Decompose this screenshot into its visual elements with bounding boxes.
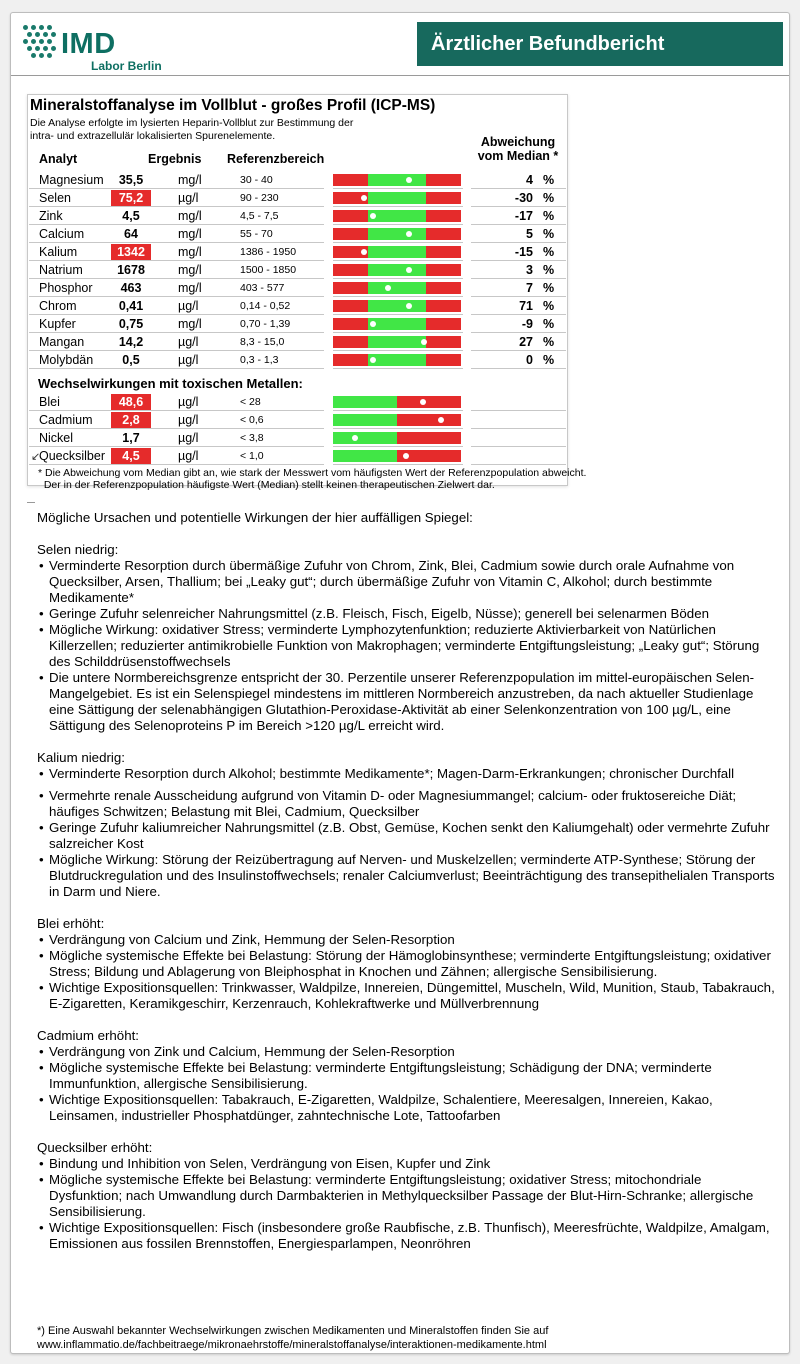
median-footnote: [38, 467, 586, 491]
minerals-row: [29, 315, 566, 333]
discussion-block-title: Quecksilber erhöht:: [37, 1140, 153, 1155]
range-bar-segment: [368, 282, 427, 294]
minerals-row: [29, 171, 566, 189]
result-unit: mg/l: [178, 245, 202, 259]
toxic-row: [29, 411, 566, 429]
range-bar-segment: [333, 174, 368, 186]
range-bar-segment: [426, 354, 461, 366]
reference-range: 1386 - 1950: [240, 246, 297, 258]
range-bar-segment: [368, 210, 427, 222]
analyte-name: Natrium: [39, 263, 83, 277]
range-bar-segment: [368, 354, 427, 366]
result-unit: µg/l: [178, 431, 199, 445]
range-bar: [333, 174, 461, 186]
median-deviation: 71: [519, 299, 533, 313]
result-value: 35,5: [118, 173, 144, 187]
result-unit: µg/l: [178, 449, 199, 463]
result-unit: µg/l: [178, 395, 199, 409]
result-unit: mg/l: [178, 281, 202, 295]
analyte-name: Kupfer: [39, 317, 76, 331]
col-header-analyt: Analyt: [39, 152, 78, 166]
toxic-metals-heading: Wechselwirkungen mit toxischen Metallen:: [38, 376, 303, 391]
result-unit: mg/l: [178, 173, 202, 187]
minerals-row: [29, 351, 566, 369]
reference-range: < 3,8: [240, 432, 264, 444]
range-bar-segment: [333, 432, 397, 444]
discussion-bullet: • Mögliche systemische Effekte bei Belastung: verminderte Entgiftungsleistung; Schädigung der DNA; verminderte Immunfunktion, allergische Sensibilisierung.: [37, 1060, 777, 1092]
range-bar-segment: [368, 336, 427, 348]
percent-sign: %: [543, 209, 555, 223]
range-bar-segment: [333, 396, 397, 408]
median-footnote-line-2: Der in der Referenzpopulation häufigste Wert (Median) stellt keinen therapeutischen Zielwert dar.: [38, 479, 495, 491]
median-deviation: -15: [514, 245, 533, 259]
range-bar: [333, 264, 461, 276]
result-value: 1342: [111, 244, 151, 260]
range-bar: [333, 282, 461, 294]
result-value: 75,2: [111, 190, 151, 206]
analyte-name: Kalium: [39, 245, 78, 259]
medication-note-line-1: *) Eine Auswahl bekannter Wechselwirkungen zwischen Medikamenten und Mineralstoffen finden Sie auf: [37, 1325, 549, 1337]
discussion-bullet: • Mögliche systemische Effekte bei Belastung: verminderte Entgiftungsleistung; oxidativer Stress; mitochondriale Dysfunktion; nach Umwandlung durch Darmbakterien in Methylquecksilber Passage der Blut-Hirn-Schranke; allergische Sensibilisierung.: [37, 1172, 777, 1220]
range-marker: [403, 453, 409, 459]
discussion-bullet-list: [37, 1044, 777, 1124]
discussion-bullet: • Geringe Zufuhr kaliumreicher Nahrungsmittel (z.B. Obst, Gemüse, Kochen senkt den Kaliumgehalt) oder vermehrte Zufuhr salzreicher Kost: [37, 820, 777, 852]
col-header-abweichung-line-1: Abweichung: [480, 135, 556, 149]
percent-sign: %: [543, 335, 555, 349]
range-bar-segment: [426, 336, 461, 348]
range-bar: [333, 246, 461, 258]
discussion-bullet: • Bindung und Inhibition von Selen, Verdrängung von Eisen, Kupfer und Zink: [37, 1156, 777, 1172]
median-deviation: 27: [519, 335, 533, 349]
range-bar-segment: [426, 210, 461, 222]
range-bar-segment: [333, 282, 368, 294]
row-divider: [471, 464, 566, 465]
range-bar-segment: [426, 300, 461, 312]
logo-dots-icon: [23, 25, 57, 59]
row-divider: [29, 464, 324, 465]
range-bar-segment: [426, 228, 461, 240]
discussion-bullet: • Mögliche systemische Effekte bei Belastung: Störung der Hämoglobinsynthese; verminderte Entgiftungsleistung; oxidativer Stress; Bildung und Ablagerung von Bleiphosphat in Knochen und Zähnen; allergische Sensibilisierung.: [37, 948, 777, 980]
discussion-intro: Mögliche Ursachen und potentielle Wirkungen der hier auffälligen Spiegel:: [37, 510, 473, 525]
range-bar-segment: [426, 174, 461, 186]
minerals-row: [29, 189, 566, 207]
logo-subtitle: Labor Berlin: [91, 59, 162, 73]
discussion-bullet: • Geringe Zufuhr selenreicher Nahrungsmittel (z.B. Fleisch, Fisch, Eigelb, Nüsse); generell bei selenarmen Böden: [37, 606, 777, 622]
discussion-block-title: Selen niedrig:: [37, 542, 119, 557]
discussion-block-title: Cadmium erhöht:: [37, 1028, 139, 1043]
minerals-row: [29, 279, 566, 297]
percent-sign: %: [543, 281, 555, 295]
percent-sign: %: [543, 245, 555, 259]
analysis-description: [30, 117, 353, 142]
discussion-block-title: Kalium niedrig:: [37, 750, 125, 765]
analysis-title: Mineralstoffanalyse im Vollblut - großes Profil (ICP-MS): [30, 97, 436, 114]
analyte-name: Blei: [39, 395, 60, 409]
discussion-bullet: • Verdrängung von Calcium und Zink, Hemmung der Selen-Resorption: [37, 932, 777, 948]
range-bar-segment: [368, 300, 427, 312]
range-bar: [333, 450, 461, 462]
range-marker: [420, 399, 426, 405]
result-unit: mg/l: [178, 227, 202, 241]
median-footnote-line-1: * Die Abweichung vom Median gibt an, wie stark der Messwert vom häufigsten Wert der Referenzpopulation abweicht.: [38, 467, 587, 479]
result-value: 463: [120, 281, 142, 295]
range-bar: [333, 318, 461, 330]
range-bar-segment: [368, 246, 427, 258]
analysis-desc-line-2: intra- und extrazellulär lokalisierten Spurenelemente.: [30, 129, 276, 142]
analyte-name: Chrom: [39, 299, 77, 313]
discussion-block: [37, 916, 777, 1012]
result-unit: µg/l: [178, 353, 199, 367]
cursor-arrow-icon: ↙: [31, 451, 41, 463]
median-deviation: 0: [526, 353, 533, 367]
median-deviation: -17: [514, 209, 533, 223]
range-bar-segment: [368, 318, 427, 330]
discussion-bullet: • Verminderte Resorption durch Alkohol; bestimmte Medikamente*; Magen-Darm-Erkrankungen; chronischer Durchfall: [37, 766, 777, 782]
reference-range: 4,5 - 7,5: [240, 210, 279, 222]
range-bar-segment: [333, 228, 368, 240]
analyte-name: Phosphor: [39, 281, 93, 295]
range-bar-segment: [426, 264, 461, 276]
range-bar: [333, 432, 461, 444]
range-bar-segment: [333, 210, 368, 222]
range-marker: [370, 321, 376, 327]
analyte-name: Nickel: [39, 431, 74, 445]
result-value: 2,8: [111, 412, 151, 428]
range-bar: [333, 336, 461, 348]
range-bar-segment: [397, 432, 461, 444]
range-bar-segment: [333, 318, 368, 330]
divider: [27, 502, 35, 503]
minerals-row: [29, 225, 566, 243]
analyte-name: Calcium: [39, 227, 85, 241]
col-header-ergebnis: Ergebnis: [148, 152, 202, 166]
reference-range: 8,3 - 15,0: [240, 336, 285, 348]
discussion-bullet-list: [37, 932, 777, 1012]
percent-sign: %: [543, 299, 555, 313]
percent-sign: %: [543, 191, 555, 205]
result-value: 14,2: [118, 335, 144, 349]
discussion-block: [37, 542, 777, 734]
minerals-row: [29, 243, 566, 261]
col-header-referenz: Referenzbereich: [227, 152, 325, 166]
discussion-bullet: • Wichtige Expositionsquellen: Trinkwasser, Waldpilze, Innereien, Düngemittel, Muscheln, Wild, Munition, Staub, Tabakrauch, E-Zigaretten, Keramikgeschirr, Kerzenrauch, Kohlekraftwerke und Müllverbrennung: [37, 980, 777, 1012]
range-bar-segment: [426, 192, 461, 204]
reference-range: < 1,0: [240, 450, 264, 462]
range-bar: [333, 354, 461, 366]
range-bar-segment: [368, 192, 427, 204]
discussion-bullet: • Mögliche Wirkung: oxidativer Stress; verminderte Lymphozytenfunktion; reduzierte Aktivierbarkeit von Natürlichen Killerzellen; reduzierter antimikrobielle Funktion von Makrophagen; verminderte Entgiftungsleistung; „Leaky gut“; Störung des Schilddrüsenstoffwechsels: [37, 622, 777, 670]
result-value: 48,6: [111, 394, 151, 410]
median-deviation: 7: [526, 281, 533, 295]
median-deviation: 5: [526, 227, 533, 241]
result-value: 0,5: [122, 353, 140, 367]
range-marker: [385, 285, 391, 291]
analyte-name: Cadmium: [39, 413, 93, 427]
range-bar-segment: [333, 354, 368, 366]
row-divider: [333, 464, 463, 465]
range-marker: [370, 213, 376, 219]
report-header: [11, 13, 789, 76]
reference-range: 55 - 70: [240, 228, 273, 240]
median-deviation: -9: [521, 317, 533, 331]
range-marker: [370, 357, 376, 363]
result-value: 64: [124, 227, 138, 241]
range-marker: [361, 195, 367, 201]
discussion-bullet: • Verminderte Resorption durch übermäßige Zufuhr von Chrom, Zink, Blei, Cadmium sowie durch orale Aufnahme von Quecksilber, Arsen, Thallium; bei „Leaky gut“; durch übermäßige Zufuhr von Vitamin C, Alkohol; durch bestimmte Medikamente*: [37, 558, 777, 606]
result-value: 4,5: [122, 209, 140, 223]
row-divider: [471, 368, 566, 369]
reference-range: 0,3 - 1,3: [240, 354, 279, 366]
range-bar-segment: [368, 264, 427, 276]
range-bar-segment: [333, 264, 368, 276]
range-bar-segment: [426, 318, 461, 330]
discussion-bullet: • Wichtige Expositionsquellen: Tabakrauch, E-Zigaretten, Waldpilze, Schalentiere, Meeresalgen, Innereien, Kakao, Leinsamen, industrieller Phosphatdünger, zahntechnische Lote, Tattoofarben: [37, 1092, 777, 1124]
discussion-block: [37, 1028, 777, 1124]
analyte-name: Mangan: [39, 335, 85, 349]
result-value: 0,75: [118, 317, 144, 331]
discussion-block: [37, 750, 777, 900]
range-bar: [333, 414, 461, 426]
range-bar: [333, 192, 461, 204]
result-value: 1678: [117, 263, 145, 277]
discussion-blocks: [37, 542, 777, 1252]
discussion-bullet: • Wichtige Expositionsquellen: Fisch (insbesondere große Raubfische, z.B. Thunfisch), Meeresfrüchte, Waldpilze, Amalgam, Emissionen aus fossilen Brennstoffen, Energiesparlampen, Neonröhren: [37, 1220, 777, 1252]
reference-range: < 28: [240, 396, 261, 408]
reference-range: 90 - 230: [240, 192, 279, 204]
discussion-bullet-list: [37, 558, 777, 734]
discussion-section: [37, 510, 777, 1268]
row-divider: [333, 368, 463, 369]
median-deviation: 4: [526, 173, 533, 187]
percent-sign: %: [543, 227, 555, 241]
range-bar-segment: [333, 300, 368, 312]
range-bar-segment: [426, 282, 461, 294]
discussion-bullet: • Mögliche Wirkung: Störung der Reizübertragung auf Nerven- und Muskelzellen; verminderte ATP-Synthese; Störung der Blutdruckregulation und des Insulinstoffwechsels; renaler Calciumverlust; Beeinträchtigung des transepithelialen Transports in Darm und Niere.: [37, 852, 777, 900]
median-deviation: -30: [514, 191, 533, 205]
minerals-row: [29, 333, 566, 351]
result-value: 4,5: [111, 448, 151, 464]
reference-range: 403 - 577: [240, 282, 285, 294]
range-bar: [333, 228, 461, 240]
row-divider: [29, 368, 324, 369]
reference-range: < 0,6: [240, 414, 264, 426]
toxic-row: [29, 447, 566, 465]
reference-range: 1500 - 1850: [240, 264, 297, 276]
range-marker: [361, 249, 367, 255]
discussion-bullet: • Verdrängung von Zink und Calcium, Hemmung der Selen-Resorption: [37, 1044, 777, 1060]
medication-interactions-note: [37, 1324, 548, 1352]
report-sheet: [10, 12, 790, 1354]
analyte-name: Magnesium: [39, 173, 104, 187]
report-title: Ärztlicher Befundbericht: [417, 22, 783, 66]
analyte-name: Molybdän: [39, 353, 94, 367]
discussion-block: [37, 1140, 777, 1252]
analyte-name: Zink: [39, 209, 63, 223]
range-marker: [352, 435, 358, 441]
result-value: 0,41: [118, 299, 144, 313]
range-bar-segment: [397, 414, 461, 426]
percent-sign: %: [543, 173, 555, 187]
minerals-row: [29, 261, 566, 279]
range-marker: [406, 267, 412, 273]
percent-sign: %: [543, 317, 555, 331]
analysis-desc-line-1: Die Analyse erfolgte im lysierten Heparin-Vollblut zur Bestimmung der: [30, 117, 354, 129]
range-bar: [333, 210, 461, 222]
range-bar: [333, 300, 461, 312]
minerals-row: [29, 207, 566, 225]
range-bar: [333, 396, 461, 408]
discussion-block-title: Blei erhöht:: [37, 916, 105, 931]
range-bar-segment: [333, 414, 397, 426]
discussion-bullet: • Vermehrte renale Ausscheidung aufgrund von Vitamin D- oder Magnesiummangel; calcium- oder fruktosereiche Diät; häufiges Schwitzen; Belastung mit Blei, Cadmium, Quecksilber: [37, 788, 777, 820]
reference-range: 30 - 40: [240, 174, 273, 186]
range-marker: [406, 177, 412, 183]
range-marker: [438, 417, 444, 423]
mineral-analysis-card: [27, 94, 587, 491]
range-marker: [421, 339, 427, 345]
minerals-row: [29, 297, 566, 315]
result-unit: µg/l: [178, 191, 199, 205]
result-unit: µg/l: [178, 335, 199, 349]
percent-sign: %: [543, 353, 555, 367]
result-unit: mg/l: [178, 317, 202, 331]
range-marker: [406, 303, 412, 309]
result-unit: mg/l: [178, 263, 202, 277]
result-unit: mg/l: [178, 209, 202, 223]
range-bar-segment: [368, 174, 427, 186]
col-header-abweichung: [468, 135, 568, 163]
discussion-bullet-list: [37, 1156, 777, 1252]
range-bar-segment: [333, 450, 397, 462]
col-header-abweichung-line-2: vom Median *: [477, 149, 559, 163]
toxic-row: [29, 393, 566, 411]
logo-name: IMD: [61, 28, 116, 60]
analyte-name: Selen: [39, 191, 71, 205]
reference-range: 0,14 - 0,52: [240, 300, 291, 312]
toxic-row: [29, 429, 566, 447]
median-deviation: 3: [526, 263, 533, 277]
result-value: 1,7: [122, 431, 140, 445]
reference-range: 0,70 - 1,39: [240, 318, 291, 330]
range-bar-segment: [333, 336, 368, 348]
imd-logo: [23, 25, 213, 71]
range-marker: [406, 231, 412, 237]
range-bar-segment: [397, 396, 461, 408]
discussion-bullet-list: [37, 766, 777, 900]
analyte-name: Quecksilber: [39, 449, 105, 463]
percent-sign: %: [543, 263, 555, 277]
result-unit: µg/l: [178, 413, 199, 427]
discussion-bullet: • Die untere Normbereichsgrenze entspricht der 30. Perzentile unserer Referenzpopulation im mittel-europäischen Selen-Mangelgebiet. Es ist ein Selenspiegel mindestens im mittleren Normbereich anzustreben, da nach aktueller Studienlage eine Sättigung der selenabhängigen Glutathion-Peroxidase-Aktivität ab einer Selenkonzentration von 100 µg/L, eine Sättigung des Selenoproteins P im Bereich >120 µg/L erreicht wird.: [37, 670, 777, 734]
range-bar-segment: [368, 228, 427, 240]
result-unit: µg/l: [178, 299, 199, 313]
medication-note-link[interactable]: www.inflammatio.de/fachbeitraege/mikronaehrstoffe/mineralstoffanalyse/interaktionen-medikamente.html: [37, 1339, 547, 1351]
range-bar-segment: [426, 246, 461, 258]
